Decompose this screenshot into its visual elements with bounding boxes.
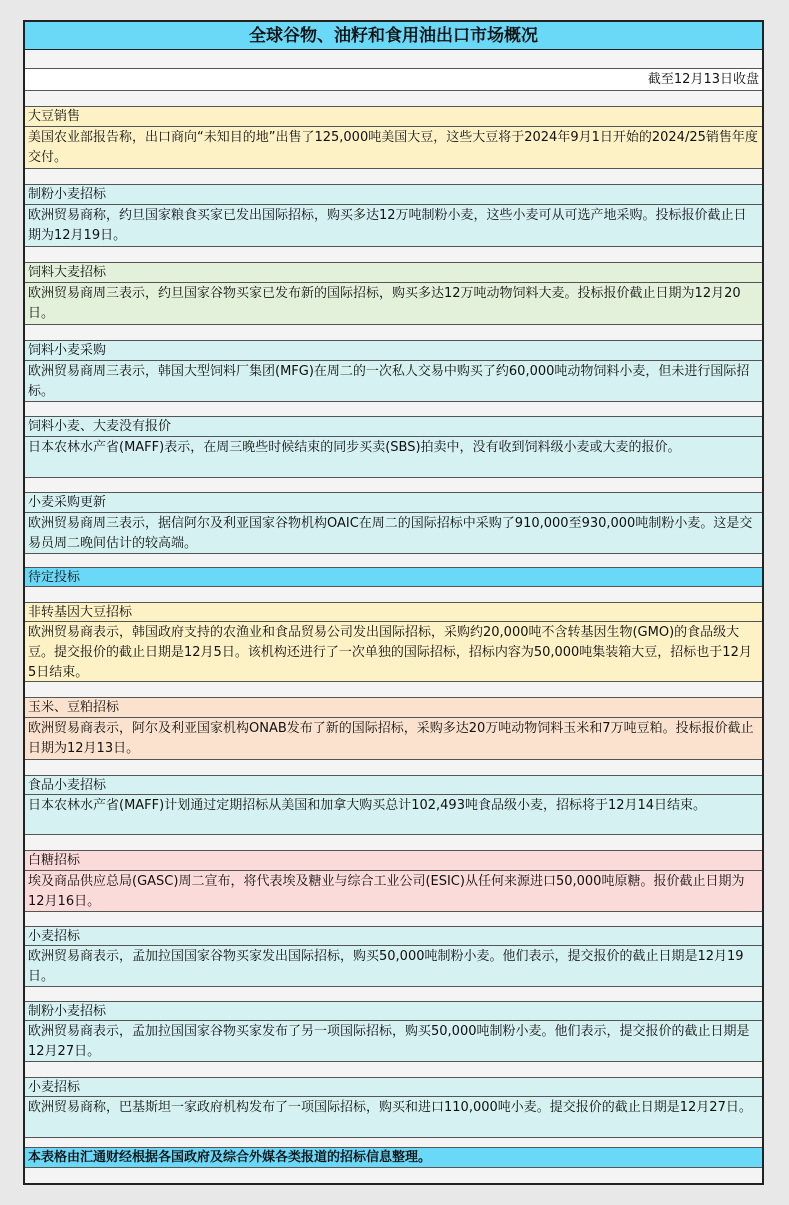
section-text: 日本农林水产省(MAFF)表示，在周三晚些时候结束的同步买卖(SBS)拍卖中，没有收到饲料级小麦或大麦的报价。 (25, 437, 762, 478)
section-heading: 小麦采购更新 (25, 493, 762, 513)
blank-row (25, 682, 762, 698)
section-text: 欧洲贸易商周三表示，据信阿尔及利亚国家谷物机构OAIC在周二的国际招标中采购了910,000至930,000吨制粉小麦。这是交易员周二晚间估计的较高端。 (25, 513, 762, 554)
blank-row (25, 169, 762, 185)
section-heading: 制粉小麦招标 (25, 1002, 762, 1021)
blank-row (25, 402, 762, 417)
blank-row (25, 987, 762, 1002)
blank-row (25, 247, 762, 263)
report-table (23, 20, 764, 1185)
section-heading: 白糖招标 (25, 851, 762, 871)
as-of-date: 截至12月13日收盘 (25, 69, 762, 91)
section-text: 欧洲贸易商表示，孟加拉国国家谷物买家发布了另一项国际招标，购买50,000吨制粉小麦。他们表示，提交报价的截止日期是12月27日。 (25, 1021, 762, 1062)
blank-row (25, 478, 762, 493)
blank-row (25, 50, 762, 69)
blank-row (25, 1138, 762, 1148)
section-heading: 大豆销售 (25, 107, 762, 127)
section-heading: 非转基因大豆招标 (25, 603, 762, 622)
section-text: 欧洲贸易商周三表示，韩国大型饲料厂集团(MFG)在周二的一次私人交易中购买了约60,000吨动物饲料小麦，但未进行国际招标。 (25, 361, 762, 402)
blank-row (25, 325, 762, 341)
blank-row (25, 554, 762, 568)
report-title: 全球谷物、油籽和食用油出口市场概况 (25, 22, 762, 50)
section-text: 欧洲贸易商周三表示，约旦国家谷物买家已发布新的国际招标，购买多达12万吨动物饲料大麦。投标报价截止日期为12月20日。 (25, 283, 762, 325)
section-text: 欧洲贸易商称，约旦国家粮食买家已发出国际招标，购买多达12万吨制粉小麦，这些小麦可从可选产地采购。投标报价截止日期为12月19日。 (25, 205, 762, 247)
section-heading: 饲料小麦采购 (25, 341, 762, 361)
section-text: 埃及商品供应总局(GASC)周二宣布，将代表埃及糖业与综合工业公司(ESIC)从任何来源进口50,000吨原糖。报价截止日期为12月16日。 (25, 871, 762, 912)
section-divider-pending: 待定投标 (25, 568, 762, 587)
section-heading: 玉米、豆粕招标 (25, 698, 762, 718)
footer-note: 本表格由汇通财经根据各国政府及综合外媒各类报道的招标信息整理。 (25, 1148, 762, 1168)
blank-row (25, 760, 762, 776)
section-heading: 小麦招标 (25, 927, 762, 946)
blank-row (25, 587, 762, 603)
blank-row (25, 1062, 762, 1078)
blank-row (25, 1168, 762, 1183)
blank-row (25, 91, 762, 107)
section-heading: 饲料小麦、大麦没有报价 (25, 417, 762, 437)
section-text: 欧洲贸易商表示，韩国政府支持的农渔业和食品贸易公司发出国际招标，采购约20,000吨不含转基因生物(GMO)的食品级大豆。提交报价的截止日期是12月5日。该机构还进行了一次单独的国际招标，招标内容为50,000吨集装箱大豆，招标也于12月5日结束。 (25, 622, 762, 682)
section-text: 日本农林水产省(MAFF)计划通过定期招标从美国和加拿大购买总计102,493吨食品级小麦，招标将于12月14日结束。 (25, 795, 762, 835)
blank-row (25, 835, 762, 851)
section-text: 欧洲贸易商表示，阿尔及利亚国家机构ONAB发布了新的国际招标，采购多达20万吨动物饲料玉米和7万吨豆粕。投标报价截止日期为12月13日。 (25, 718, 762, 760)
section-text: 美国农业部报告称，出口商向“未知目的地”出售了125,000吨美国大豆，这些大豆将于2024年9月1日开始的2024/25销售年度交付。 (25, 127, 762, 169)
section-text: 欧洲贸易商表示，孟加拉国国家谷物买家发出国际招标，购买50,000吨制粉小麦。他们表示，提交报价的截止日期是12月19日。 (25, 946, 762, 987)
blank-row (25, 912, 762, 927)
section-heading: 食品小麦招标 (25, 776, 762, 795)
section-heading: 小麦招标 (25, 1078, 762, 1097)
section-heading: 制粉小麦招标 (25, 185, 762, 205)
section-text: 欧洲贸易商称，巴基斯坦一家政府机构发布了一项国际招标，购买和进口110,000吨小麦。提交报价的截止日期是12月27日。 (25, 1097, 762, 1138)
section-heading: 饲料大麦招标 (25, 263, 762, 283)
